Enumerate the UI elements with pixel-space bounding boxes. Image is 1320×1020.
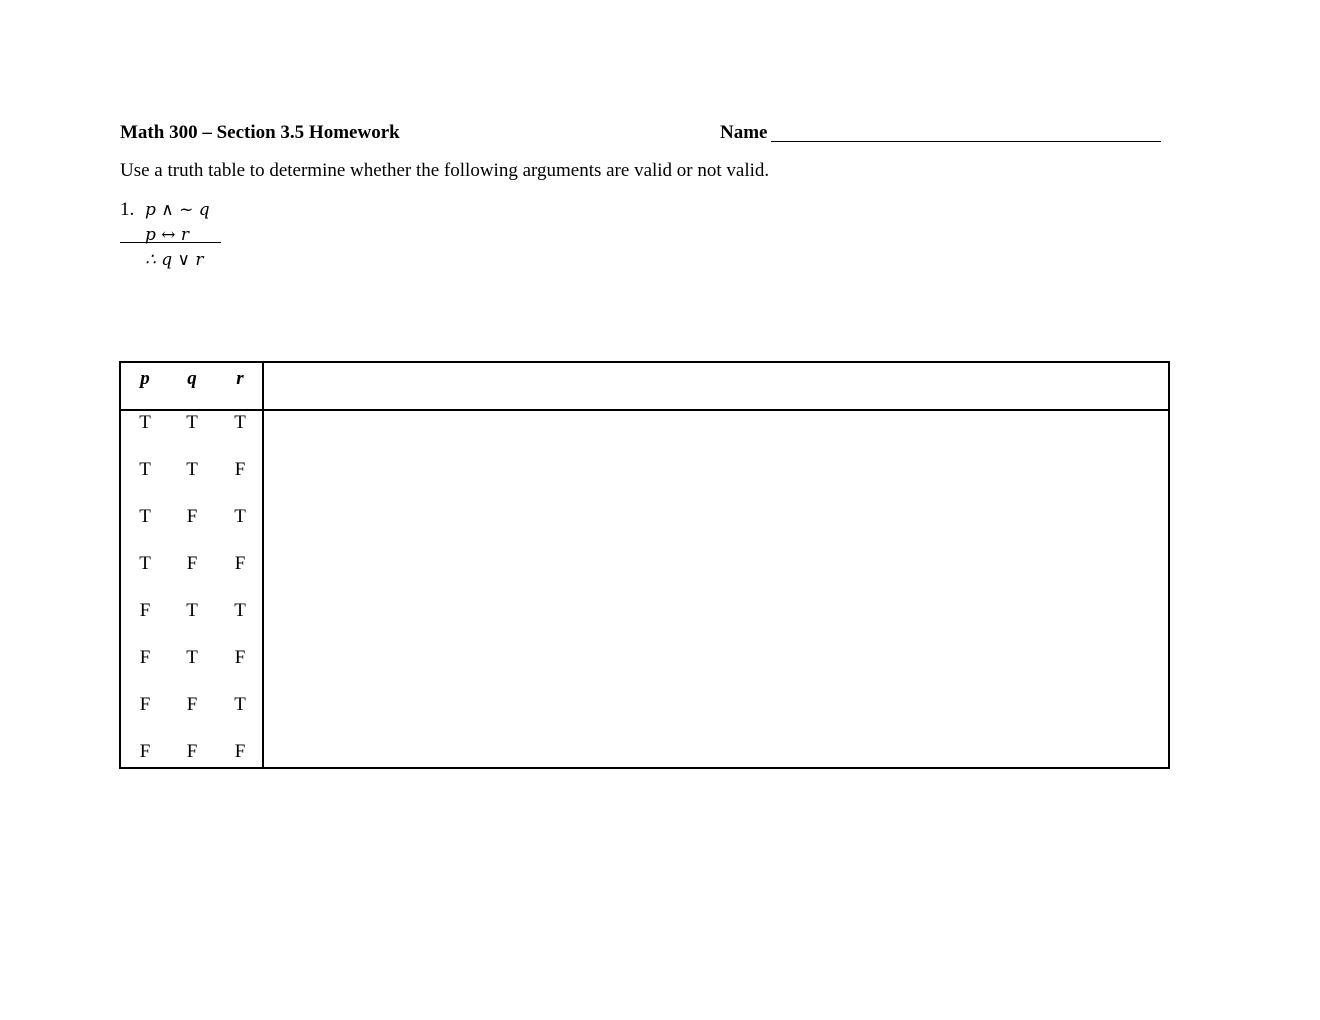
table-column-divider [262, 363, 264, 767]
table-cell: F [186, 694, 198, 715]
problem-number: 1. [120, 199, 135, 220]
table-cell: T [234, 506, 246, 527]
page-title: Math 300 – Section 3.5 Homework [120, 122, 400, 143]
table-cell: F [186, 741, 198, 762]
table-cell: F [139, 647, 151, 668]
table-cell: F [186, 553, 198, 574]
premise-underline [120, 242, 221, 243]
column-header-p: p [140, 368, 150, 389]
table-cell: F [234, 647, 246, 668]
table-cell: F [234, 741, 246, 762]
table-cell: F [186, 506, 198, 527]
table-cell: F [139, 694, 151, 715]
table-cell: T [139, 459, 151, 480]
table-cell: F [234, 459, 246, 480]
column-header-r: r [236, 368, 244, 389]
table-cell: T [139, 553, 151, 574]
table-cell: T [234, 412, 246, 433]
table-cell: T [139, 412, 151, 433]
premise-2: p ↔ r [145, 225, 190, 245]
table-cell: T [186, 412, 198, 433]
table-cell: F [139, 741, 151, 762]
table-header-divider [121, 409, 1168, 411]
table-cell: T [186, 600, 198, 621]
table-cell: T [186, 647, 198, 668]
conclusion: ∴ q ∨ r [145, 250, 204, 270]
table-cell: T [234, 600, 246, 621]
table-cell: F [139, 600, 151, 621]
truth-table [119, 361, 1170, 769]
table-cell: T [139, 506, 151, 527]
premise-1: p ∧ ~ q [145, 200, 210, 220]
name-answer-line[interactable] [771, 141, 1161, 142]
table-cell: T [186, 459, 198, 480]
table-cell: F [234, 553, 246, 574]
column-header-q: q [187, 368, 197, 389]
name-label: Name [720, 122, 768, 143]
table-cell: T [234, 694, 246, 715]
instructions-text: Use a truth table to determine whether the following arguments are valid or not valid. [120, 160, 770, 181]
